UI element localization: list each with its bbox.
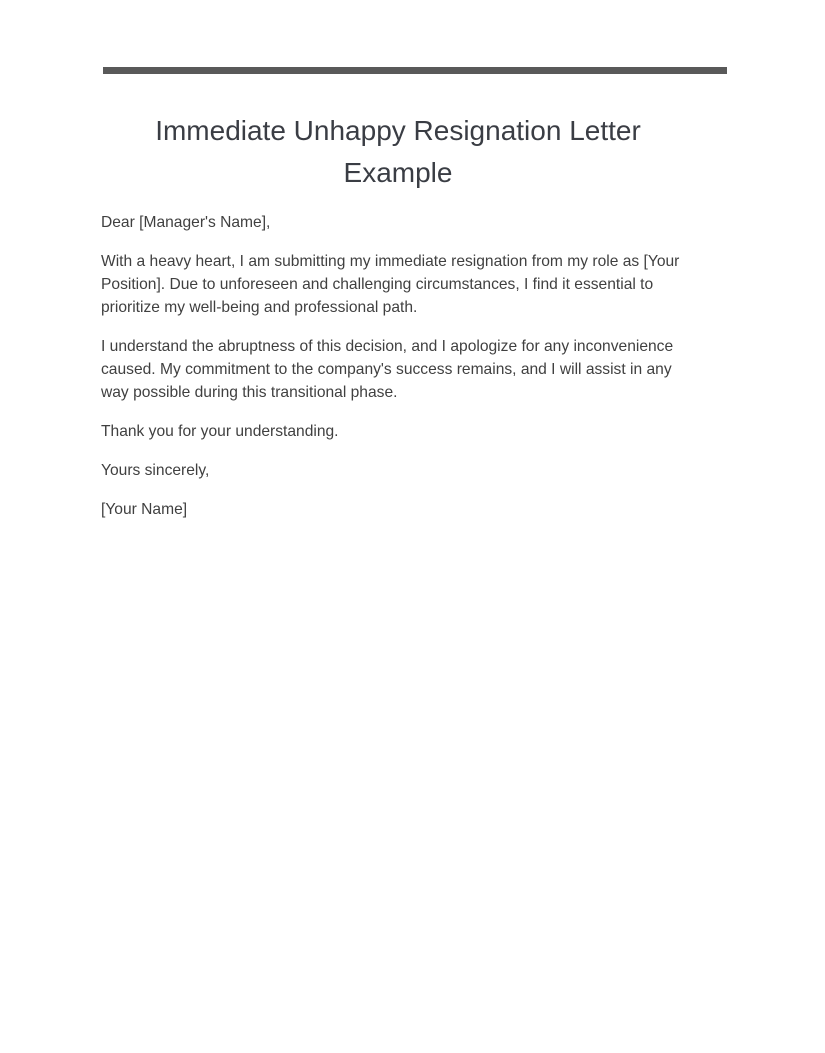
- thanks-line: Thank you for your understanding.: [101, 423, 339, 440]
- top-divider: [103, 67, 727, 74]
- closing: Yours sincerely,: [101, 462, 210, 479]
- paragraph-1: With a heavy heart, I am submitting my immediate resignation from my role as [Your Position]. Due to unforeseen and challenging circumstances, I find it essential to prioritize my well-being and professional path.: [101, 253, 680, 316]
- salutation: Dear [Manager's Name],: [101, 214, 271, 231]
- signature: [Your Name]: [101, 501, 188, 518]
- page-title: Immediate Unhappy Resignation Letter Example: [155, 115, 641, 188]
- paragraph-2: I understand the abruptness of this decision, and I apologize for any inconvenience caused. My commitment to the company's success remains, and I will assist in any way possible during this transitional phase.: [101, 338, 674, 401]
- letter-body: [101, 211, 701, 537]
